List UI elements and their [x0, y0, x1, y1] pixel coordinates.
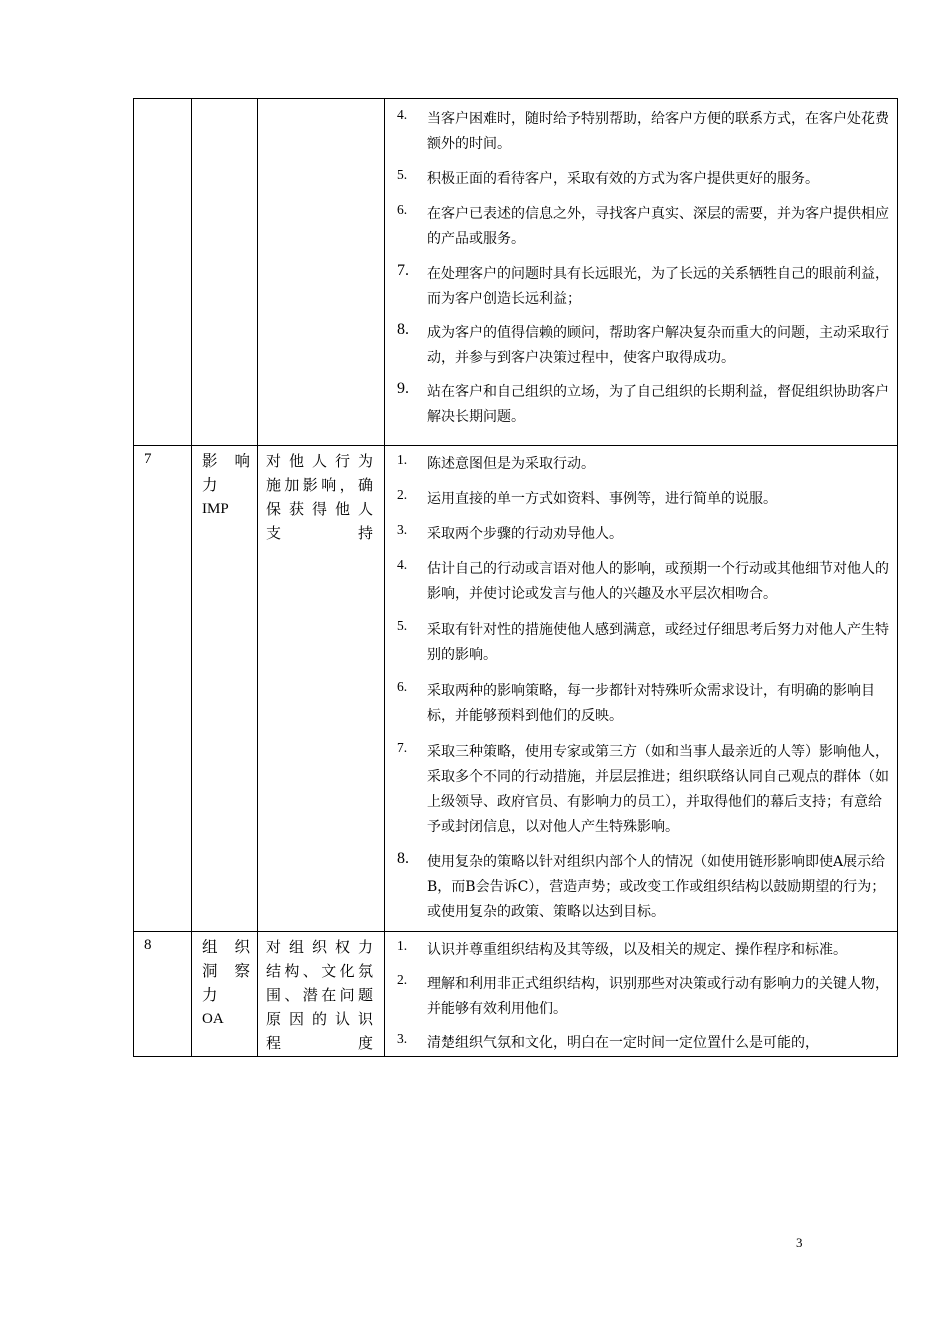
competency-name-line: 组织: [202, 938, 251, 956]
competency-row: [134, 446, 898, 932]
page-number: 3: [796, 1235, 803, 1250]
level-item: [385, 487, 893, 512]
level-text: 认识并尊重组织结构及其等级，以及相关的规定、操作程序和标准。: [427, 942, 847, 958]
competency-definition-line: 程度: [266, 1034, 374, 1052]
level-list: [385, 446, 897, 931]
level-text: 理解和利用非正式组织结构，识别那些对决策或行动有影响力的关键人物，并能够有效利用他们。: [427, 976, 889, 1017]
competency-definition-line: 原因的认识: [266, 1010, 374, 1028]
competency-name: [192, 932, 257, 1031]
competency-levels-cell: [385, 932, 898, 1057]
competency-row: [134, 99, 898, 446]
competency-definition-cell: [258, 99, 385, 446]
level-text: 运用直接的单一方式如资料、事例等，进行简单的说服。: [427, 491, 777, 507]
competency-name: [192, 446, 257, 521]
level-item: [385, 167, 893, 192]
level-number: 6.: [397, 202, 408, 217]
competency-definition-cell: [258, 446, 385, 932]
level-item: [385, 740, 893, 840]
competency-definition-line: 支持: [266, 524, 374, 542]
competency-table: [133, 98, 898, 1057]
level-text: 在处理客户的问题时具有长远眼光，为了长远的关系牺牲自己的眼前利益，而为客户创造长远利益；: [427, 266, 889, 307]
level-text: 站在客户和自己组织的立场，为了自己组织的长期利益，督促组织协助客户解决长期问题。: [427, 384, 889, 425]
competency-code: IMP: [202, 501, 229, 517]
competency-number: 8: [144, 937, 152, 953]
competency-definition-line: 对他人行为: [266, 452, 374, 470]
level-item: [385, 202, 893, 252]
level-number: 8.: [397, 321, 409, 338]
competency-definition: [258, 446, 384, 545]
level-item: [385, 452, 893, 477]
competency-name-line: 力: [202, 476, 218, 494]
level-number: 6.: [397, 679, 408, 694]
level-number: 5.: [397, 618, 408, 633]
competency-definition-line: 结构、文化氛: [266, 962, 374, 980]
competency-name-cell: [192, 99, 258, 446]
level-text: 估计自己的行动或言语对他人的影响，或预期一个行动或其他细节对他人的影响，并使讨论或发言与他人的兴趣及水平层次相吻合。: [427, 561, 889, 602]
level-list: [385, 99, 897, 445]
level-text: 当客户困难时，随时给予特别帮助，给客户方便的联系方式，在客户处花费额外的时间。: [427, 111, 889, 152]
level-item: [385, 380, 893, 430]
level-number: 2.: [397, 487, 408, 502]
competency-levels-cell: [385, 446, 898, 932]
level-list: [385, 932, 897, 1056]
level-number: 5.: [397, 167, 408, 182]
level-item: [385, 679, 893, 729]
level-text: 陈述意图但是为采取行动。: [427, 456, 595, 472]
level-number: 1.: [397, 938, 408, 953]
competency-definition-line: 对组织权力: [266, 938, 374, 956]
level-item: [385, 321, 893, 371]
competency-name-cell: [192, 932, 258, 1057]
level-number: 2.: [397, 972, 408, 987]
competency-number: [134, 99, 191, 104]
competency-definition: [258, 99, 384, 102]
level-text: 采取有针对性的措施使他人感到满意，或经过仔细思考后努力对他人产生特别的影响。: [427, 622, 889, 663]
level-text: 积极正面的看待客户，采取有效的方式为客户提供更好的服务。: [427, 171, 819, 187]
level-text: 采取三种策略，使用专家或第三方（如和当事人最亲近的人等）影响他人，采取多个不同的行动措施，并层层推进；组织联络认同自己观点的群体（如上级领导、政府官员、有影响力的员工），并取得他们的幕后支持；有意给予或封闭信息，以对他人产生特殊影响。: [427, 744, 889, 835]
competency-name-line: 洞察: [202, 962, 251, 980]
level-number: 3.: [397, 1031, 408, 1046]
level-item: [385, 557, 893, 607]
level-text: 清楚组织气氛和文化，明白在一定时间一定位置什么是可能的，: [427, 1035, 819, 1051]
competency-definition-line: 围、潜在问题: [266, 986, 374, 1004]
competency-levels-cell: [385, 99, 898, 446]
level-text: 成为客户的值得信赖的顾问，帮助客户解决复杂而重大的问题，主动采取行动，并参与到客户决策过程中，使客户取得成功。: [427, 325, 889, 366]
competency-code: OA: [202, 1011, 224, 1027]
competency-row: [134, 932, 898, 1057]
competency-definition-line: 施加影响，确: [266, 476, 374, 494]
level-item: [385, 938, 893, 963]
competency-definition: [258, 932, 384, 1055]
competency-table-body: [134, 99, 898, 1057]
level-item: [385, 850, 893, 925]
level-item: [385, 522, 893, 547]
level-text: 采取两种的影响策略，每一步都针对特殊听众需求设计，有明确的影响目标，并能够预料到他们的反映。: [427, 683, 875, 724]
level-number: 7.: [397, 262, 409, 279]
level-item: [385, 262, 893, 312]
competency-name: [192, 99, 257, 102]
level-number: 1.: [397, 452, 408, 467]
competency-number-cell: [134, 99, 192, 446]
competency-name-line: 影响: [202, 452, 251, 470]
level-number: 3.: [397, 522, 408, 537]
level-number: 7.: [397, 740, 408, 755]
competency-definition-cell: [258, 932, 385, 1057]
competency-number-cell: [134, 446, 192, 932]
level-text: 在客户已表述的信息之外，寻找客户真实、深层的需要，并为客户提供相应的产品或服务。: [427, 206, 889, 247]
competency-number-cell: [134, 932, 192, 1057]
level-number: 8.: [397, 850, 409, 867]
level-item: [385, 1031, 893, 1056]
level-number: 9.: [397, 380, 409, 397]
level-text: 采取两个步骤的行动劝导他人。: [427, 526, 623, 542]
level-text: 使用复杂的策略以针对组织内部个人的情况（如使用链形影响即使A展示给B，而B会告诉C），营造声势；或改变工作或组织结构以鼓励期望的行为；或使用复杂的政策、策略以达到目标。: [427, 854, 886, 920]
competency-number: 7: [144, 451, 152, 467]
level-item: [385, 107, 893, 157]
competency-name-cell: [192, 446, 258, 932]
level-number: 4.: [397, 557, 408, 572]
competency-name-line: 力: [202, 986, 218, 1004]
level-item: [385, 618, 893, 668]
competency-definition-line: 保获得他人: [266, 500, 374, 518]
level-item: [385, 972, 893, 1022]
level-number: 4.: [397, 107, 408, 122]
